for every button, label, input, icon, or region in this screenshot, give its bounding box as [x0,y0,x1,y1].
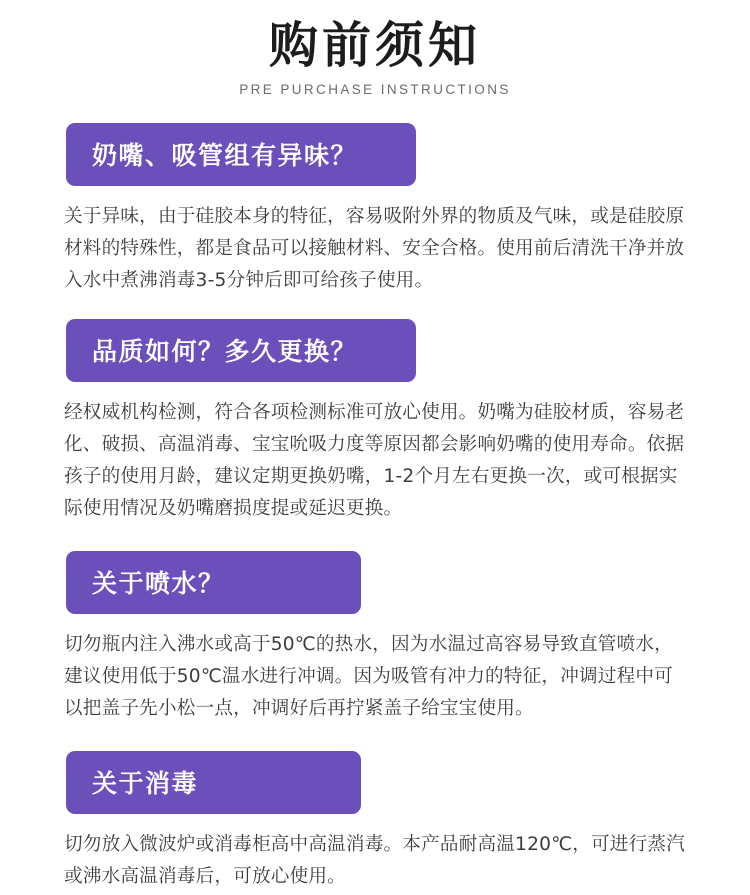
faq-section-list [0,123,750,893]
faq-body-3: 切勿瓶内注入沸水或高于50℃的热水，因为水温过高容易导致直管喷水，建议使用低于50℃温水进行冲调。因为吸管有冲力的特征，冲调过程中可以把盖子先小松一点，冲调好后再拧紧盖子给宝宝使用。 [64,634,673,720]
page-header [0,0,750,97]
faq-heading-banner-1: 奶嘴、吸管组有异味？ [66,123,416,186]
faq-section-2 [0,319,750,525]
faq-heading-banner-3: 关于喷水？ [66,551,361,614]
faq-heading-banner-2: 品质如何？多久更换？ [66,319,416,382]
spacer-3 [0,725,750,751]
faq-section-4 [0,751,750,893]
faq-heading-banner-4: 关于消毒 [66,751,361,814]
spacer-2 [0,525,750,551]
faq-section-1 [0,123,750,297]
spacer-1 [0,297,750,319]
page-subtitle: PRE PURCHASE INSTRUCTIONS [239,82,511,98]
faq-body-4: 切勿放入微波炉或消毒柜高中高温消毒。本产品耐高温120℃，可进行蒸汽或沸水高温消毒后，可放心使用。 [64,834,685,887]
faq-section-3 [0,551,750,725]
faq-body-2: 经权威机构检测，符合各项检测标准可放心使用。奶嘴为硅胶材质，容易老化、破损、高温消毒、宝宝吮吸力度等原因都会影响奶嘴的使用寿命。依据孩子的使用月龄，建议定期更换奶嘴，1-2个月左右更换一次，或可根据实际使用情况及奶嘴磨损度提或延迟更换。 [64,402,685,520]
faq-body-1: 关于异味，由于硅胶本身的特征，容易吸附外界的物质及气味，或是硅胶原材料的特殊性，都是食品可以接触材料、安全合格。使用前后清洗干净并放入水中煮沸消毒3-5分钟后即可给孩子使用。 [64,206,685,292]
page-title: 购前须知 [268,17,481,74]
